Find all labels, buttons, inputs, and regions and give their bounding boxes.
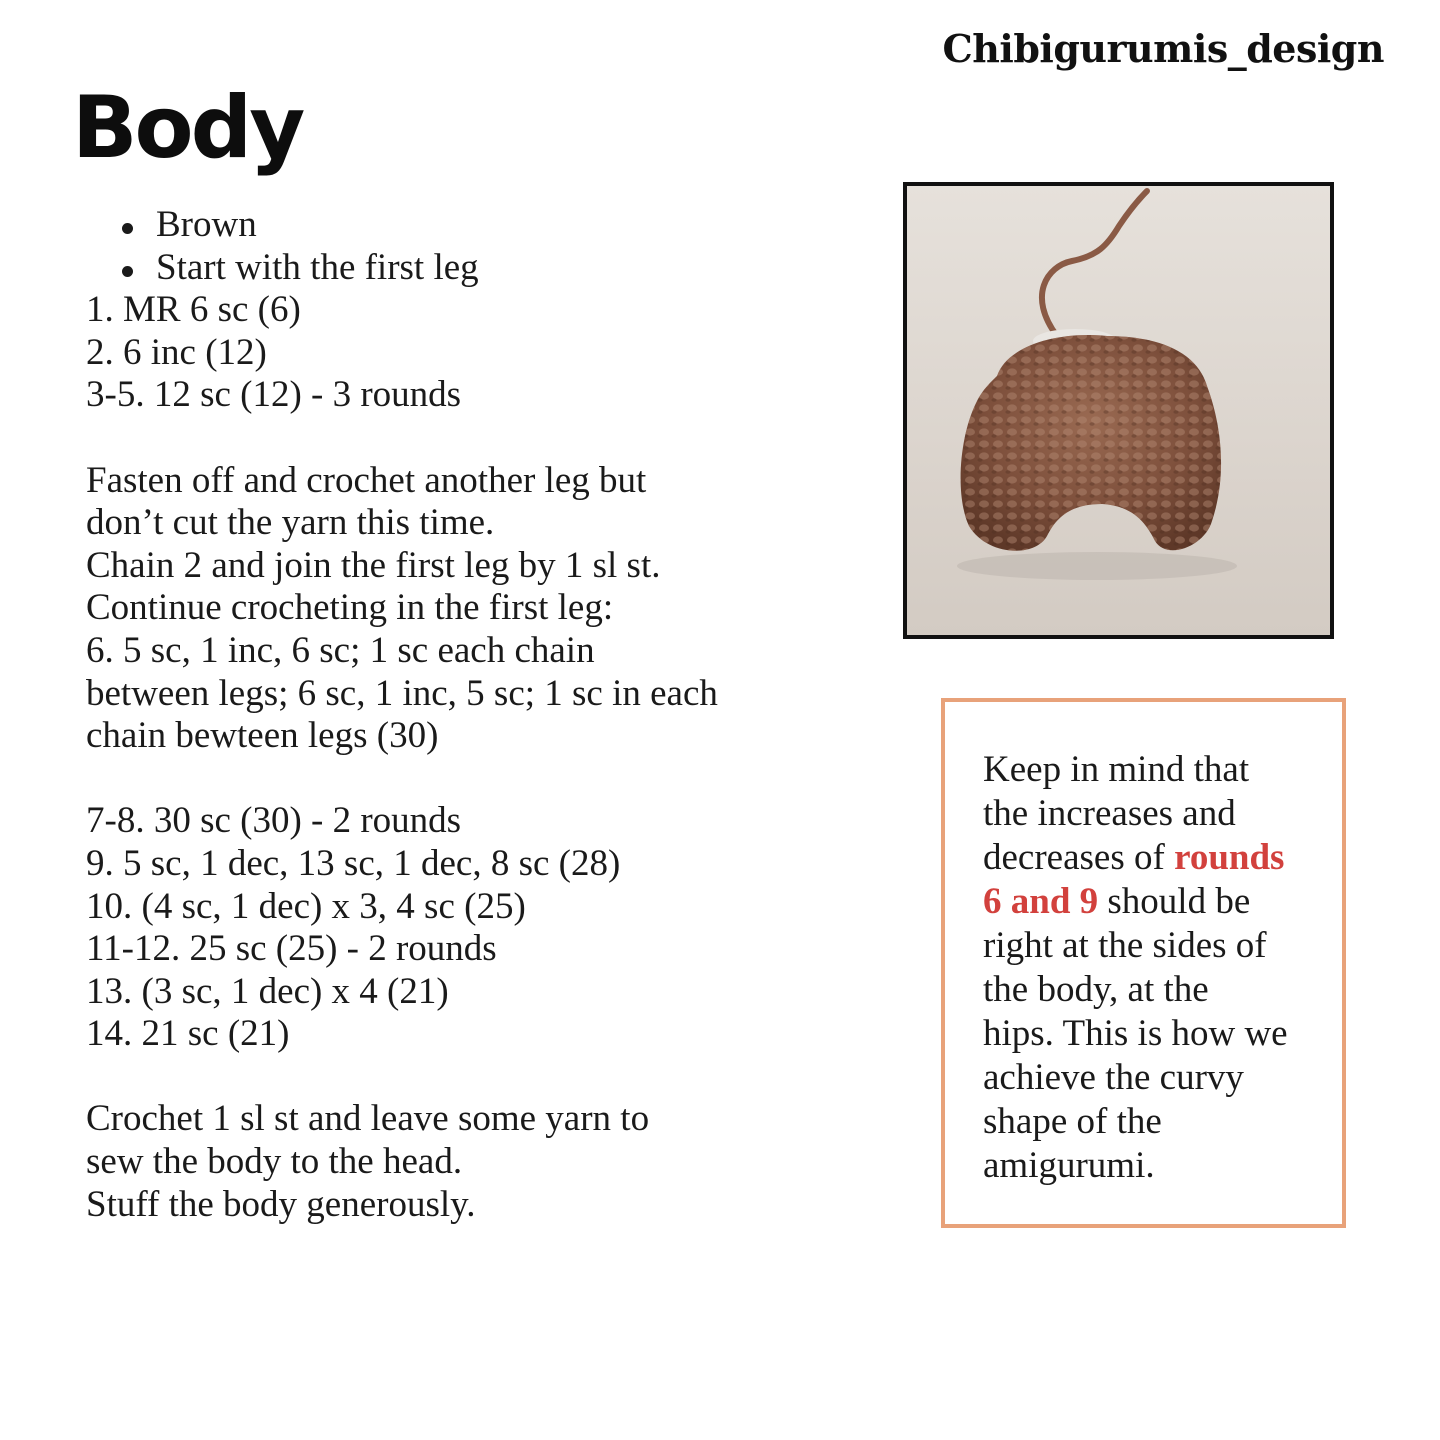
tip-line: hips. This is how we [983, 1013, 1288, 1054]
join-text-line: Chain 2 and join the first leg by 1 sl st. [86, 544, 661, 586]
spacer [86, 417, 846, 460]
step-9: 9. 5 sc, 1 dec, 13 sc, 1 dec, 8 sc (28) [86, 842, 621, 884]
materials-list [86, 204, 846, 289]
spacer [86, 758, 846, 801]
pattern-instructions [86, 204, 846, 1226]
step-14: 14. 21 sc (21) [86, 1013, 290, 1055]
bullet-color: Brown [86, 204, 846, 247]
tip-highlight: rounds [1174, 837, 1285, 878]
body-shadow [957, 552, 1237, 580]
step-13: 13. (3 sc, 1 dec) x 4 (21) [86, 970, 449, 1012]
tip-line: amigurumi. [983, 1145, 1155, 1186]
step-6-line: chain bewteen legs (30) [86, 715, 439, 757]
tip-line: shape of the [983, 1101, 1162, 1142]
bullet-start: Start with the first leg [86, 247, 846, 290]
tip-text [983, 748, 1343, 1188]
step-2: 2. 6 inc (12) [86, 331, 267, 373]
brand-handle: Chibigurumis_design [942, 26, 1384, 71]
step-1: 1. MR 6 sc (6) [86, 289, 301, 331]
tip-line: the body, at the [983, 969, 1209, 1010]
join-text-line: Fasten off and crochet another leg but [86, 459, 647, 501]
finish-text-line: sew the body to the head. [86, 1141, 463, 1183]
finish-text-line: Stuff the body generously. [86, 1183, 476, 1225]
crochet-body-illustration [907, 186, 1330, 635]
tip-highlight: 6 and 9 [983, 881, 1099, 922]
body-photo [903, 182, 1334, 639]
page-title: Body [72, 78, 303, 178]
join-text-line: don’t cut the yarn this time. [86, 502, 495, 544]
spacer [86, 1056, 846, 1099]
yarn-tail [1042, 191, 1147, 336]
stitch-texture [961, 335, 1221, 551]
tip-text-segment: decreases of [983, 837, 1175, 878]
tip-line: achieve the curvy [983, 1057, 1244, 1098]
tip-line: right at the sides of [983, 925, 1267, 966]
tip-text-segment: should be [1098, 881, 1251, 922]
step-6-line: 6. 5 sc, 1 inc, 6 sc; 1 sc each chain [86, 629, 595, 671]
tip-line: the increases and [983, 793, 1236, 834]
step-6-line: between legs; 6 sc, 1 inc, 5 sc; 1 sc in each [86, 672, 718, 714]
tip-box [941, 698, 1346, 1228]
step-7-8: 7-8. 30 sc (30) - 2 rounds [86, 800, 462, 842]
step-3-5: 3-5. 12 sc (12) - 3 rounds [86, 374, 462, 416]
tip-line: Keep in mind that [983, 749, 1250, 790]
join-text-line: Continue crocheting in the first leg: [86, 587, 614, 629]
tip-line [983, 880, 1343, 924]
finish-text-line: Crochet 1 sl st and leave some yarn to [86, 1098, 650, 1140]
step-11-12: 11-12. 25 sc (25) - 2 rounds [86, 928, 497, 970]
tip-line [983, 836, 1343, 880]
step-10: 10. (4 sc, 1 dec) x 3, 4 sc (25) [86, 885, 526, 927]
